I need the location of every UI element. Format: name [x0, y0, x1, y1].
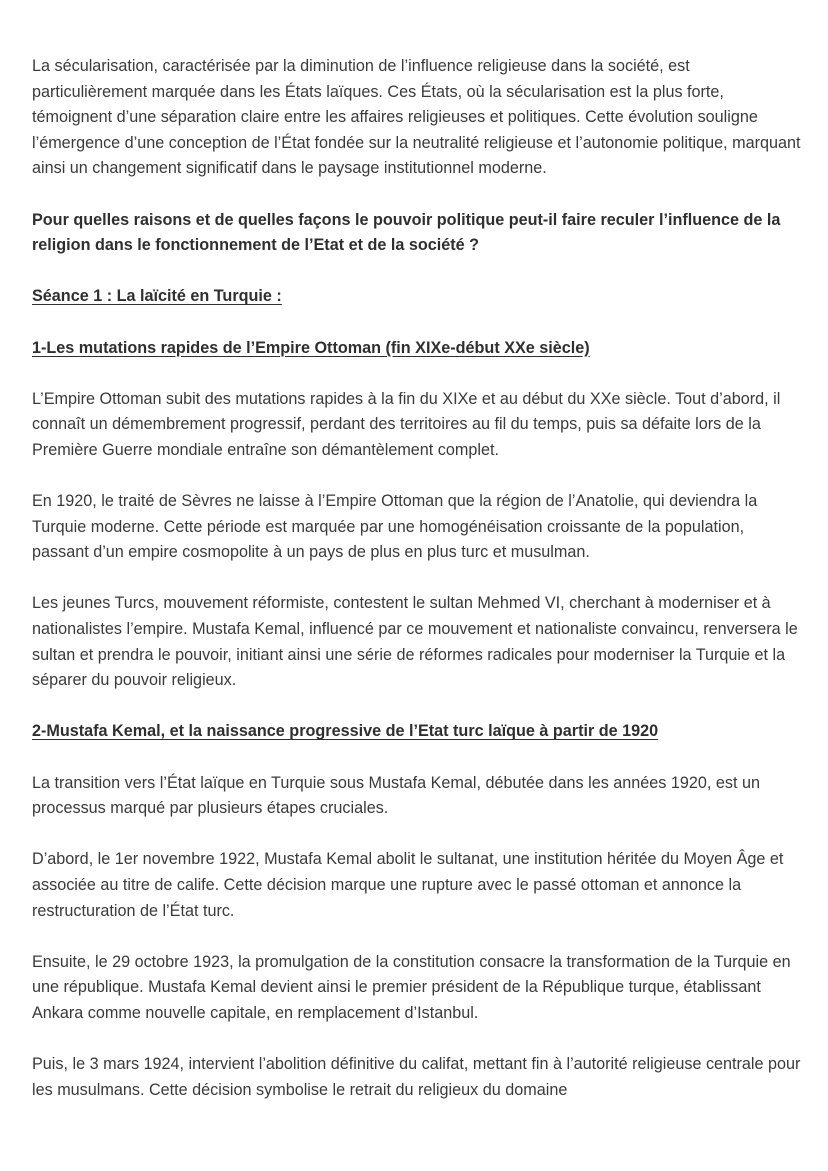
section-1-paragraph-1: L’Empire Ottoman subit des mutations rapides à la fin du XIXe et au début du XXe siècle. Tout d’abord, il connaît un démembrement progressif, perdant des territoires au fil du temps, puis sa défaite lors de la Première Guerre mondiale entraîne son démantèlement complet.	[32, 389, 781, 459]
section-2-paragraph-2: D’abord, le 1er novembre 1922, Mustafa Kemal abolit le sultanat, une institution héritée du Moyen Âge et associée au titre de calife. Cette décision marque une rupture avec le passé ottoman et annonce la restructuration de l’État turc.	[32, 850, 784, 920]
section-1-title: 1-Les mutations rapides de l’Empire Ottoman (fin XIXe-début XXe siècle)	[32, 338, 590, 357]
problem-question: Pour quelles raisons et de quelles façons le pouvoir politique peut-il faire reculer l’influence de la religion dans le fonctionnement de l’Etat et de la société ?	[32, 210, 781, 255]
document-page	[32, 54, 802, 1129]
section-2-paragraph-1: La transition vers l’État laïque en Turquie sous Mustafa Kemal, débutée dans les années 1920, est un processus marqué par plusieurs étapes cruciales.	[32, 773, 760, 818]
section-2-title: 2-Mustafa Kemal, et la naissance progressive de l’Etat turc laïque à partir de 1920	[32, 722, 659, 741]
intro-paragraph: La sécularisation, caractérisée par la diminution de l’influence religieuse dans la société, est particulièrement marquée dans les États laïques. Ces États, où la sécularisation est la plus forte, témoignent d’une séparation claire entre les affaires religieuses et politiques. Cette évolution souligne l’émergence d’une conception de l’État fondée sur la neutralité religieuse et l’autonomie politique, marquant ainsi un changement significatif dans le paysage institutionnel moderne.	[32, 57, 801, 178]
session-title: Séance 1 : La laïcité en Turquie :	[32, 287, 282, 306]
section-1-paragraph-3: Les jeunes Turcs, mouvement réformiste, contestent le sultan Mehmed VI, cherchant à moderniser et à nationalistes l’empire. Mustafa Kemal, influencé par ce mouvement et nationaliste convaincu, renversera le sultan et prendra le pouvoir, initiant ainsi une série de réformes radicales pour moderniser la Turquie et la séparer du pouvoir religieux.	[32, 594, 798, 690]
section-2-paragraph-3: Ensuite, le 29 octobre 1923, la promulgation de la constitution consacre la transformation de la Turquie en une république. Mustafa Kemal devient ainsi le premier président de la République turque, établissant Ankara comme nouvelle capitale, en remplacement d’Istanbul.	[32, 952, 791, 1022]
section-1-paragraph-2: En 1920, le traité de Sèvres ne laisse à l’Empire Ottoman que la région de l’Anatolie, qui deviendra la Turquie moderne. Cette période est marquée par une homogénéisation croissante de la population, passant d’un empire cosmopolite à un pays de plus en plus turc et musulman.	[32, 492, 758, 562]
section-2-paragraph-4: Puis, le 3 mars 1924, intervient l’abolition définitive du califat, mettant fin à l’autorité religieuse centrale pour les musulmans. Cette décision symbolise le retrait du religieux du domaine	[32, 1055, 801, 1099]
